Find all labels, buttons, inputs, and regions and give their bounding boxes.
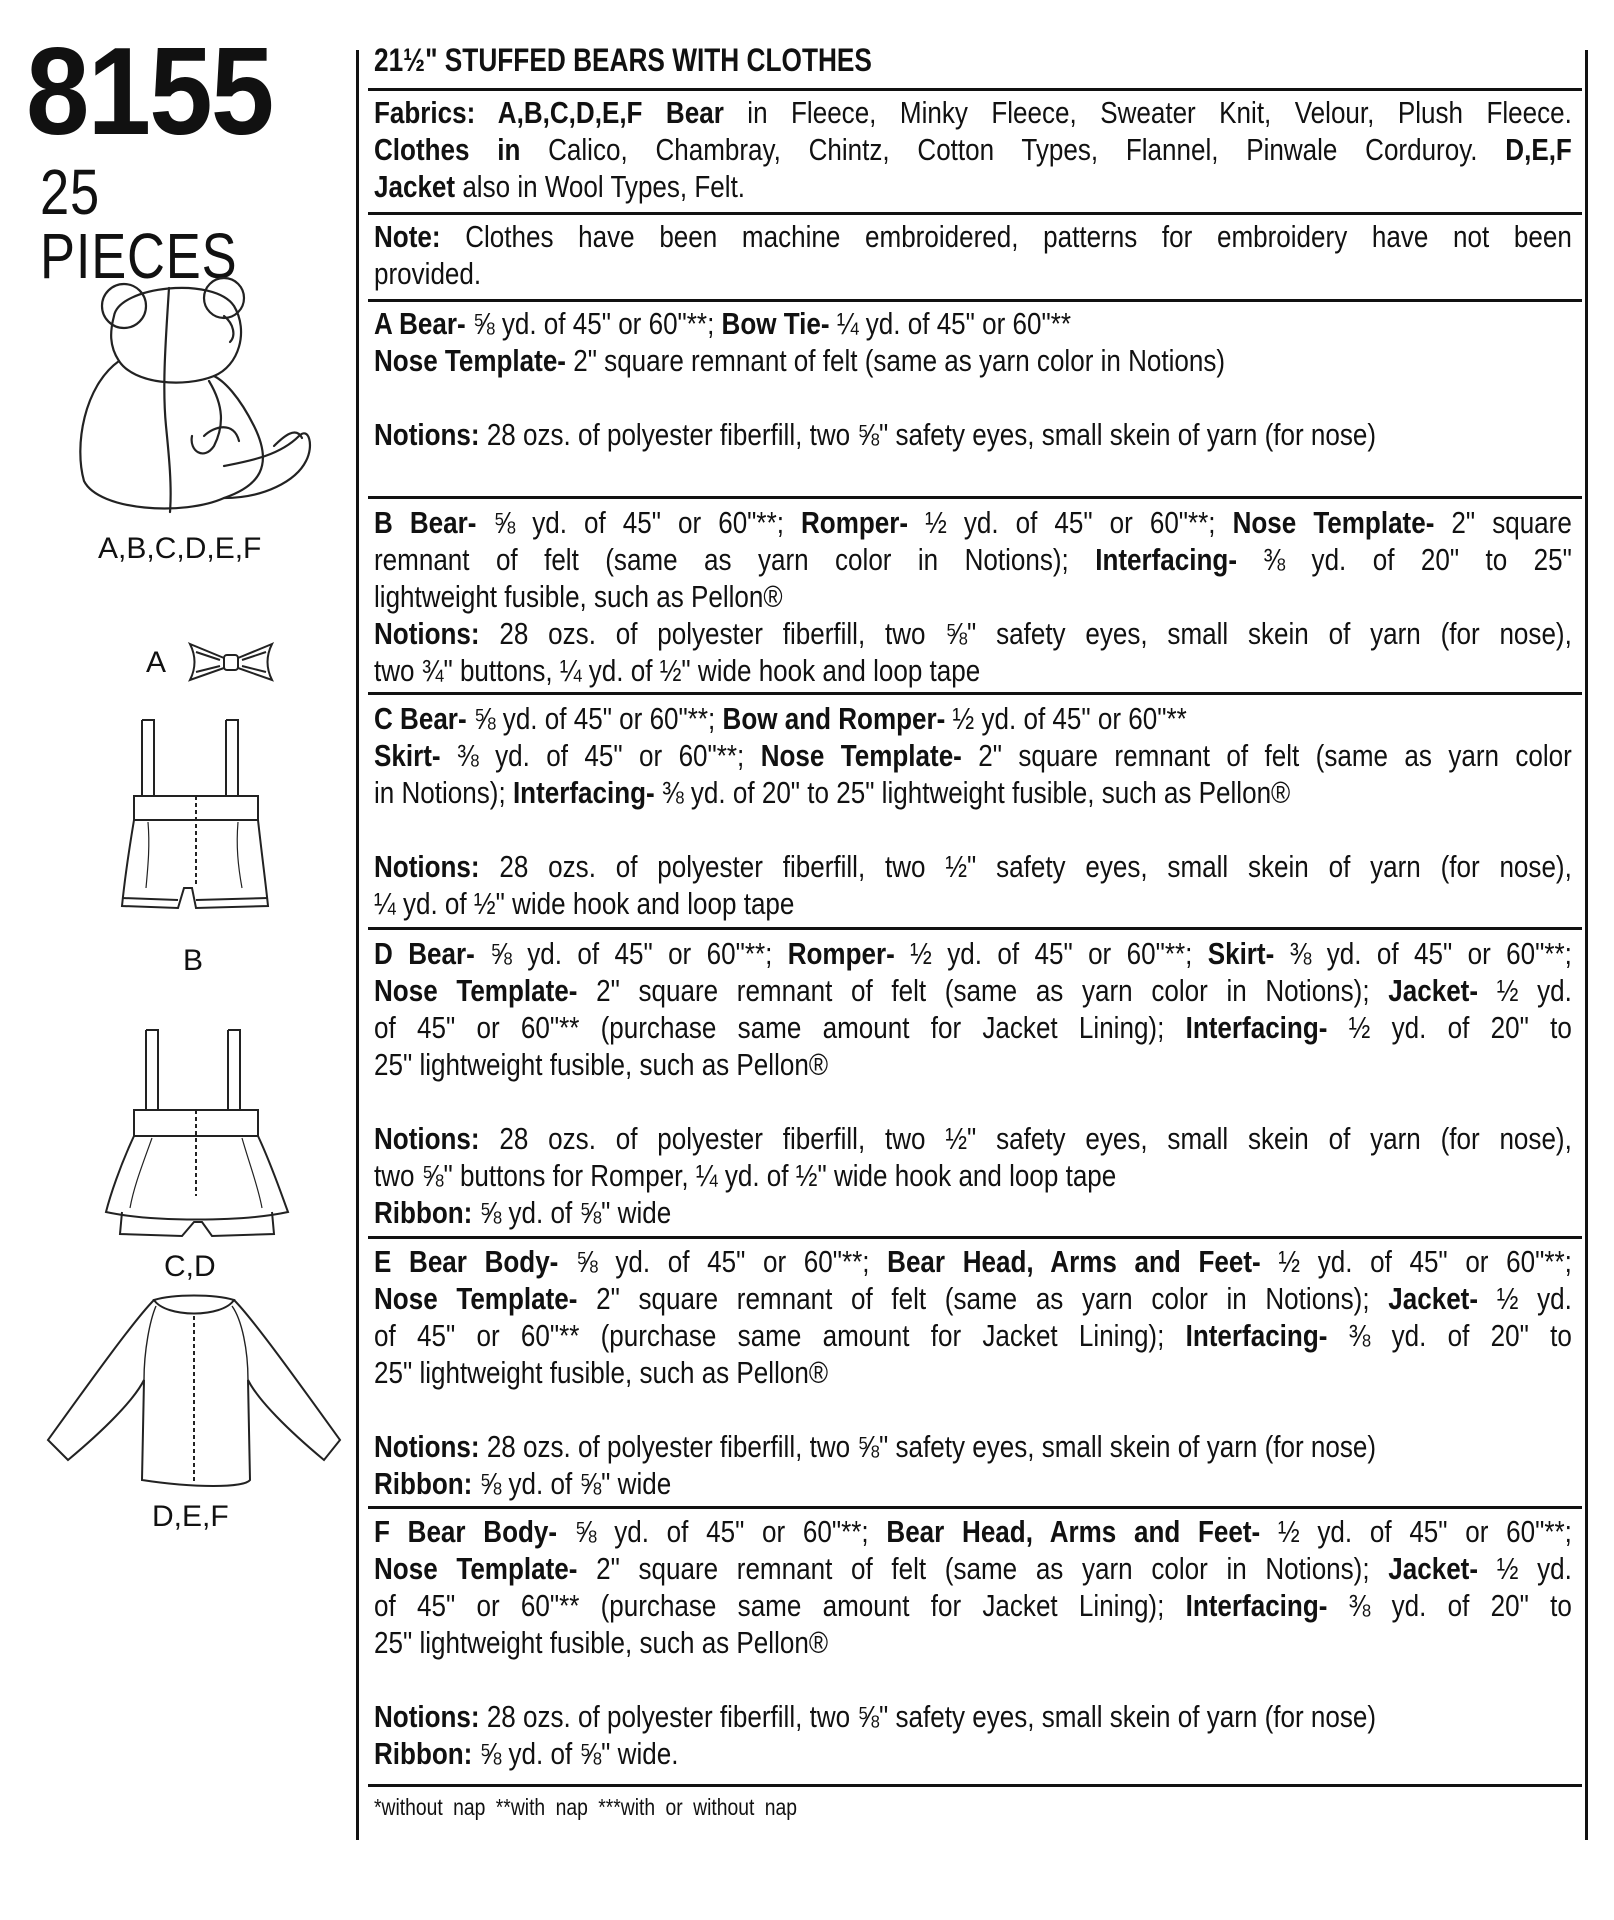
rule-after-view-a bbox=[368, 496, 1582, 499]
skirted-romper-drawing bbox=[102, 1026, 292, 1238]
left-divider bbox=[356, 50, 359, 1840]
view-d-section: D Bear- ⅝ yd. of 45" or 60"**; Romper- ½ yd. of 45" or 60"**; Skirt- ⅜ yd. of 45" or 60"**; Nose Template- 2" square remnant of felt (same as yarn color in Notions); Jacket- ½ yd. of 45" or 60"** (purchase same amount for Jacket Lining); Interfacing- ½ yd. of 20" to 25" lightweight fusible, such as Pellon® Notions: 28 ozs. of polyester fiberfill, two ½" safety eyes, small skein of yarn (for nose), two ⅝" buttons for Romper, ¼ yd. of ½" wide hook and loop tape Ribbon: ⅝ yd. of ⅝" wide bbox=[374, 936, 1572, 1230]
rule-after-view-e bbox=[368, 1506, 1582, 1509]
view-label-bear: A,B,C,D,E,F bbox=[98, 532, 262, 565]
rule-after-view-b bbox=[368, 692, 1582, 695]
right-border bbox=[1585, 50, 1588, 1840]
view-c-section: C Bear- ⅝ yd. of 45" or 60"**; Bow and Romper- ½ yd. of 45" or 60"** Skirt- ⅜ yd. of 45" or 60"**; Nose Template- 2" square remnant of felt (same as yarn color in Notions); Interfacing- ⅜ yd. of 20" to 25" lightweight fusible, such as Pellon® Notions: 28 ozs. of polyester fiberfill, two ½" safety eyes, small skein of yarn (for nose), ¼ yd. of ½" wide hook and loop tape bbox=[374, 701, 1572, 921]
bow-tie-drawing bbox=[186, 640, 276, 684]
view-f-section: F Bear Body- ⅝ yd. of 45" or 60"**; Bear Head, Arms and Feet- ½ yd. of 45" or 60"**; Nose Template- 2" square remnant of felt (same as yarn color in Notions); Jacket- ½ yd. of 45" or 60"** (purchase same amount for Jacket Lining); Interfacing- ⅜ yd. of 20" to 25" lightweight fusible, such as Pellon® Notions: 28 ozs. of polyester fiberfill, two ⅝" safety eyes, small skein of yarn (for nose) Ribbon: ⅝ yd. of ⅝" wide. bbox=[374, 1514, 1572, 1771]
view-label-romper: B bbox=[183, 944, 204, 977]
title-rule bbox=[368, 88, 1582, 91]
footnote: *without nap **with nap ***with or without nap bbox=[374, 1794, 797, 1820]
view-e-section: E Bear Body- ⅝ yd. of 45" or 60"**; Bear Head, Arms and Feet- ½ yd. of 45" or 60"**; Nose Template- 2" square remnant of felt (same as yarn color in Notions); Jacket- ½ yd. of 45" or 60"** (purchase same amount for Jacket Lining); Interfacing- ⅜ yd. of 20" to 25" lightweight fusible, such as Pellon® Notions: 28 ozs. of polyester fiberfill, two ⅝" safety eyes, small skein of yarn (for nose) Ribbon: ⅝ yd. of ⅝" wide bbox=[374, 1244, 1572, 1501]
note-section: Note: Clothes have been machine embroidered, patterns for embroidery have not been provided. bbox=[374, 219, 1572, 291]
view-label-bow-tie: A bbox=[146, 646, 167, 679]
pattern-number: 8155 bbox=[26, 23, 273, 161]
rule-before-footnote bbox=[368, 1784, 1582, 1787]
bear-drawing bbox=[74, 276, 314, 516]
note-label: Note: bbox=[374, 219, 441, 254]
piece-count: 25 PIECES bbox=[40, 156, 238, 292]
view-label-jacket: D,E,F bbox=[152, 1500, 229, 1533]
view-b-section: B Bear- ⅝ yd. of 45" or 60"**; Romper- ½ yd. of 45" or 60"**; Nose Template- 2" square remnant of felt (same as yarn color in Notions); Interfacing- ⅜ yd. of 20" to 25" lightweight fusible, such as Pellon® Notions: 28 ozs. of polyester fiberfill, two ⅝" safety eyes, small skein of yarn (for nose), two ¾" buttons, ¼ yd. of ½" wide hook and loop tape bbox=[374, 505, 1572, 688]
fabrics-section: Fabrics: A,B,C,D,E,F Bear in Fleece, Minky Fleece, Sweater Knit, Velour, Plush Fleece. Clothes in Calico, Chambray, Chintz, Cotton Types, Flannel, Pinwale Corduroy. D,E,F Jacket also in Wool Types, Felt. bbox=[374, 95, 1572, 204]
view-label-skirted-romper: C,D bbox=[164, 1250, 216, 1283]
jacket-drawing bbox=[44, 1290, 344, 1490]
left-column bbox=[0, 0, 340, 1920]
rule-after-note bbox=[368, 299, 1582, 302]
rule-after-view-c bbox=[368, 927, 1582, 930]
view-a-section: A Bear- ⅝ yd. of 45" or 60"**; Bow Tie- ¼ yd. of 45" or 60"** Nose Template- 2" square remnant of felt (same as yarn color in Notions) Notions: 28 ozs. of polyester fiberfill, two ⅝" safety eyes, small skein of yarn (for nose) bbox=[374, 306, 1377, 452]
rule-after-view-d bbox=[368, 1236, 1582, 1239]
page-title: 21½" STUFFED BEARS WITH CLOTHES bbox=[374, 42, 872, 78]
romper-drawing bbox=[118, 716, 278, 916]
fabrics-label: Fabrics: A,B,C,D,E,F Bear bbox=[374, 95, 724, 130]
rule-after-fabrics bbox=[368, 212, 1582, 215]
